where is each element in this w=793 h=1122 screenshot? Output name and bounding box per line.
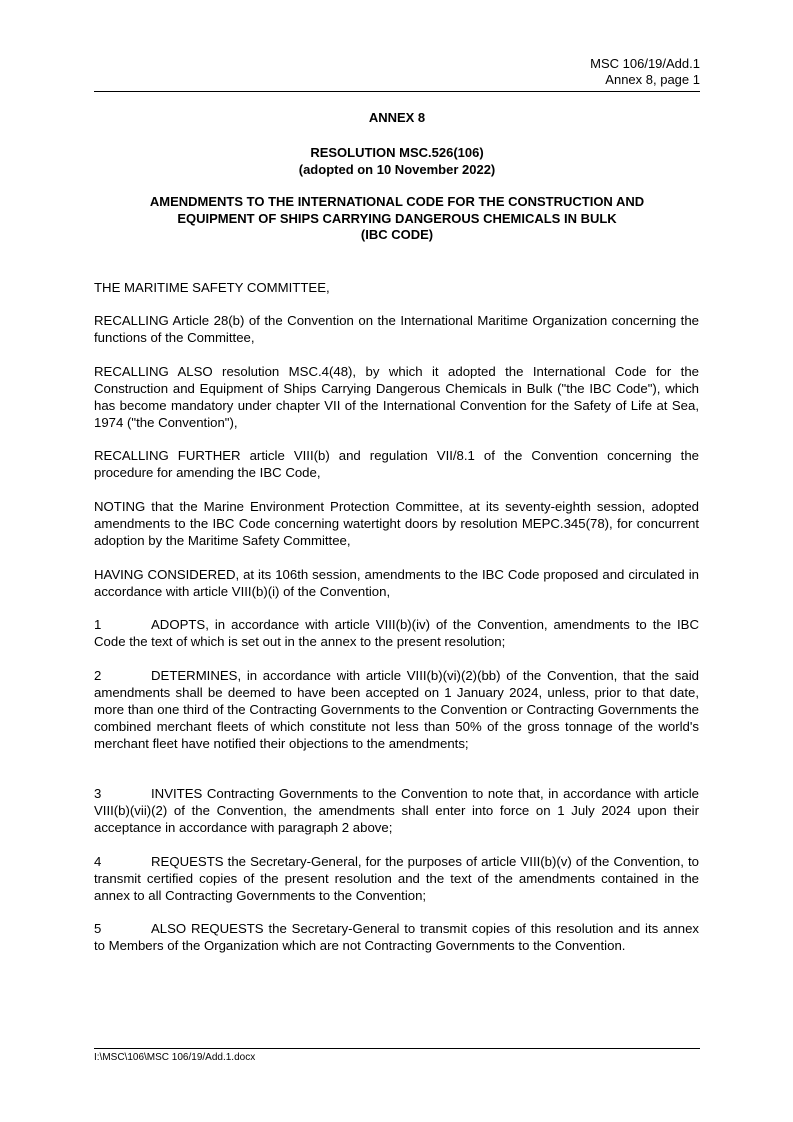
heading-line-2: EQUIPMENT OF SHIPS CARRYING DANGEROUS CHEMICALS IN BULK xyxy=(177,210,617,226)
paragraph-text: ADOPTS, in accordance with article VIII(b)(iv) of the Convention, amendments to the IBC Code the text of which is set out in the annex to the present resolution; xyxy=(94,617,699,649)
preamble-recalling: RECALLING Article 28(b) of the Convention on the International Maritime Organization concerning the functions of the Committee, xyxy=(94,313,699,345)
paragraph-number: 4 xyxy=(94,854,102,869)
committee-line: THE MARITIME SAFETY COMMITTEE, xyxy=(94,280,330,295)
preamble-recalling-also: RECALLING ALSO resolution MSC.4(48), by which it adopted the International Code for the Construction and Equipment of Ships Carrying Dangerous Chemicals in Bulk ("the IBC Code"), which has become mandatory under chapter VII of the International Convention for the Safety of Life at Sea, 1974 ("the Convention"), xyxy=(94,364,699,430)
header-divider xyxy=(94,91,700,92)
paragraph-number: 5 xyxy=(94,921,102,936)
paragraph-text: DETERMINES, in accordance with article VIII(b)(vi)(2)(bb) of the Convention, that the said amendments shall be deemed to have been accepted on 1 January 2024, unless, prior to that date, more than one third of the Contracting Governments to the Convention or Contracting Governments the combined merchant fleets of which constitute not less than 50% of the gross tonnage of the world's merchant fleet have notified their objections to the amendments; xyxy=(94,668,699,751)
footer-file-path: I:\MSC\106\MSC 106/19/Add.1.docx xyxy=(94,1052,256,1063)
footer-divider xyxy=(94,1048,700,1049)
paragraph-number: 3 xyxy=(94,786,102,801)
preamble-noting: NOTING that the Marine Environment Protection Committee, at its seventy-eighth session, adopted amendments to the IBC Code concerning watertight doors by resolution MEPC.345(78), for concurrent adoption by the Maritime Safety Committee, xyxy=(94,499,699,548)
page-reference: Annex 8, page 1 xyxy=(605,72,700,87)
paragraph-number: 2 xyxy=(94,668,102,683)
resolution-heading xyxy=(94,194,700,244)
paragraph-number: 1 xyxy=(94,617,102,632)
page-header xyxy=(94,56,700,88)
operative-paragraph-3 xyxy=(94,785,699,836)
operative-paragraph-4 xyxy=(94,853,699,904)
document-reference: MSC 106/19/Add.1 xyxy=(590,56,700,71)
paragraph-text: INVITES Contracting Governments to the Convention to note that, in accordance with article VIII(b)(vii)(2) of the Convention, the amendments shall enter into force on 1 July 2024 upon their acceptance in accordance with paragraph 2 above; xyxy=(94,786,699,835)
operative-paragraph-5 xyxy=(94,920,699,954)
preamble-having-considered: HAVING CONSIDERED, at its 106th session, amendments to the IBC Code proposed and circulated in accordance with article VIII(b)(i) of the Convention, xyxy=(94,567,699,599)
operative-paragraph-2 xyxy=(94,667,699,752)
paragraph-text: ALSO REQUESTS the Secretary-General to transmit copies of this resolution and its annex to Members of the Organization which are not Contracting Governments to the Convention. xyxy=(94,921,699,953)
paragraph-text: REQUESTS the Secretary-General, for the purposes of article VIII(b)(v) of the Convention, to transmit certified copies of the present resolution and the text of the amendments contained in the annex to all Contracting Governments to the Convention; xyxy=(94,854,699,903)
adoption-date: (adopted on 10 November 2022) xyxy=(298,161,496,177)
heading-line-1: AMENDMENTS TO THE INTERNATIONAL CODE FOR THE CONSTRUCTION AND xyxy=(149,194,645,209)
preamble-recalling-further: RECALLING FURTHER article VIII(b) and regulation VII/8.1 of the Convention concerning the procedure for amending the IBC Code, xyxy=(94,448,699,480)
annex-title: ANNEX 8 xyxy=(368,110,426,125)
operative-paragraph-1 xyxy=(94,616,699,650)
resolution-block xyxy=(94,145,700,178)
heading-line-3: (IBC CODE) xyxy=(360,227,434,242)
resolution-number: RESOLUTION MSC.526(106) xyxy=(310,145,484,160)
